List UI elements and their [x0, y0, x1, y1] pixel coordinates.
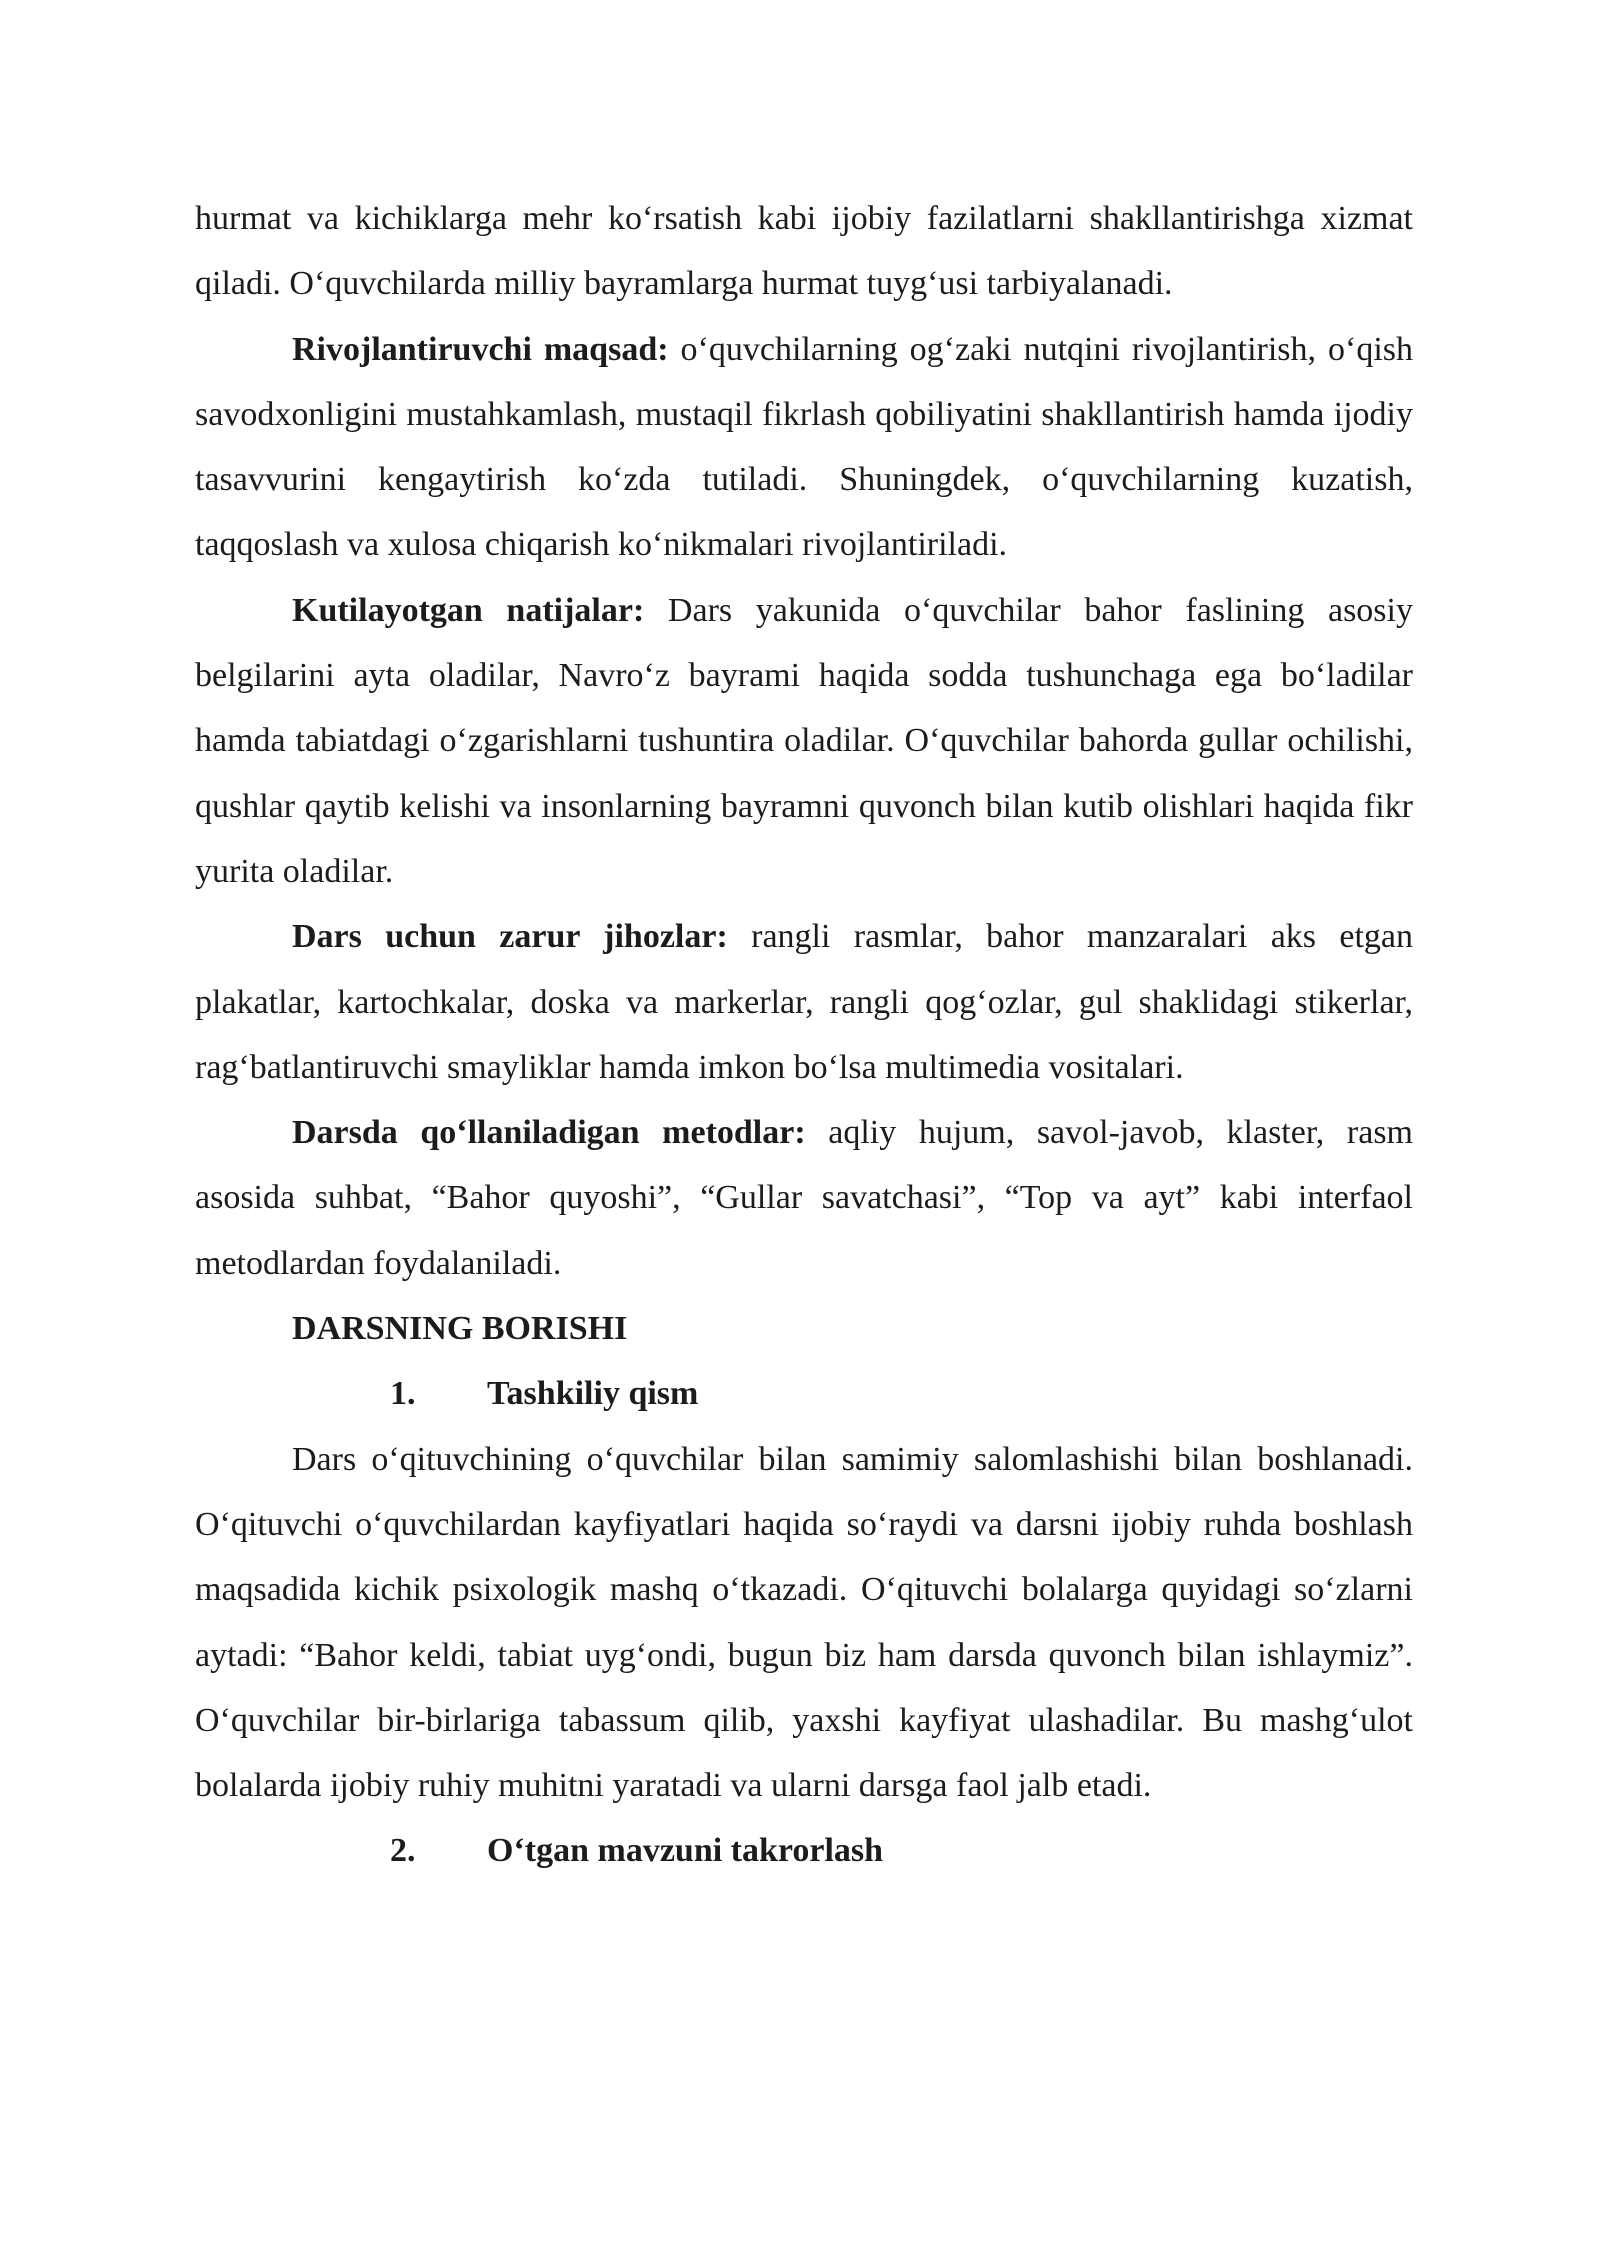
- step-title: O‘tgan mavzuni takrorlash: [487, 1832, 884, 1870]
- section-label: Darsda qo‘llaniladigan metodlar:: [292, 1114, 806, 1152]
- section-label: Kutilayotgan natijalar:: [292, 591, 645, 629]
- section-text: Dars yakunida o‘quvchilar bahor faslining asosiy belgilarini ayta oladilar, Navro‘z bayrami haqida sodda tushunchaga ega bo‘ladilar hamda tabiatdagi o‘zgarishlarni tushuntira oladilar. O‘quvchilar bahorda gullar ochilishi, qushlar qaytib kelishi va insonlarning bayramni quvonch bilan kutib olishlari haqida fikr yurita oladilar.: [195, 591, 1413, 890]
- step-number: 1.: [390, 1375, 416, 1413]
- intro-paragraph: hurmat va kichiklarga mehr ko‘rsatish kabi ijobiy fazilatlarni shakllantirishga xizmat qiladi. O‘quvchilarda milliy bayramlarga hurmat tuyg‘usi tarbiyalanadi.: [195, 200, 1413, 303]
- main-heading: DARSNING BORISHI: [292, 1310, 628, 1348]
- step-title: Tashkiliy qism: [487, 1375, 699, 1413]
- section-methods: [195, 1100, 1413, 1296]
- step-paragraph: Dars o‘qituvchining o‘quvchilar bilan samimiy salomlashishi bilan boshlanadi. O‘qituvchi o‘quvchilardan kayfiyatlari haqida so‘raydi va darsni ijobiy ruhda boshlash maqsadida kichik psixologik mashq o‘tkazadi. O‘qituvchi bolalarga quyidagi so‘zlarni aytadi: “Bahor keldi, tabiat uyg‘ondi, bugun biz ham darsda quvonch bilan ishlaymiz”. O‘quvchilar bir-birlariga tabassum qilib, yaxshi kayfiyat ulashadilar. Bu mashg‘ulot bolalarda ijobiy ruhiy muhitni yaratadi va ularni darsga faol jalb etadi.: [195, 1440, 1413, 1805]
- section-development-goal: [195, 317, 1413, 578]
- step-heading: [195, 1361, 1413, 1426]
- section-text: aqliy hujum, savol-javob, klaster, rasm asosida suhbat, “Bahor quyoshi”, “Gullar savatchasi”, “Top va ayt” kabi interfaol metodlardan foydalaniladi.: [195, 1114, 1413, 1282]
- step-number: 2.: [390, 1832, 416, 1870]
- section-expected-results: [195, 578, 1413, 904]
- section-text: rangli rasmlar, bahor manzaralari aks etgan plakatlar, kartochkalar, doska va markerlar, rangli qog‘ozlar, gul shaklidagi stikerlar, rag‘batlantiruvchi smayliklar hamda imkon bo‘lsa multimedia vositalari.: [195, 918, 1413, 1086]
- document-body: [195, 186, 1413, 1884]
- section-label: Rivojlantiruvchi maqsad:: [292, 330, 669, 368]
- section-equipment: [195, 904, 1413, 1100]
- section-text: o‘quvchilarning og‘zaki nutqini rivojlantirish, o‘qish savodxonligini mustahkamlash, mustaqil fikrlash qobiliyatini shakllantirish hamda ijodiy tasavvurini kengaytirish ko‘zda tutiladi. Shuningdek, o‘quvchilarning kuzatish, taqqoslash va xulosa chiqarish ko‘nikmalari rivojlantiriladi.: [195, 330, 1413, 564]
- step-heading: [195, 1818, 1413, 1883]
- section-label: Dars uchun zarur jihozlar:: [292, 918, 728, 956]
